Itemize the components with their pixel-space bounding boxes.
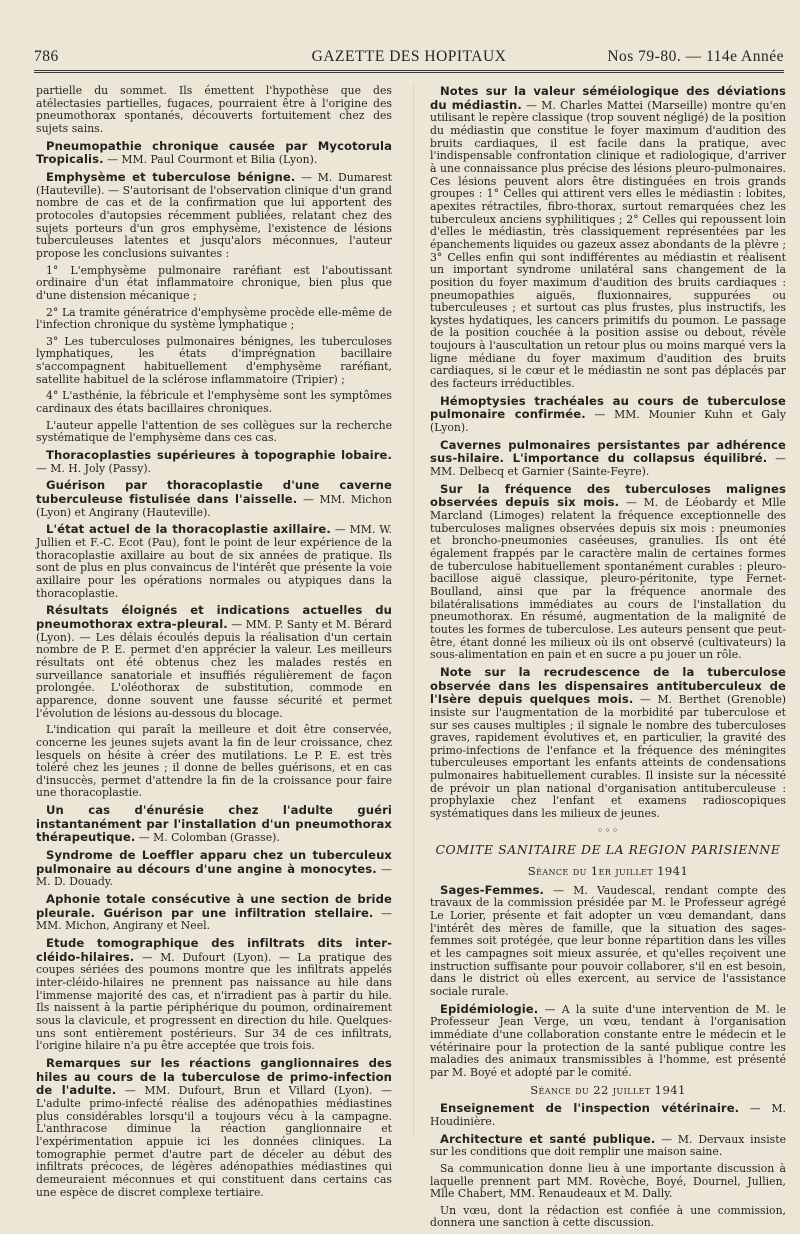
issue-info: Nos 79-80. — 114e Année <box>607 48 784 65</box>
article-body: — M. Vaudescal, rendant compte des travaux de la commission présidée par M. le Professeur agrégé Le Lorier, présente et fait adopter un vœu demandant, dans l'intérêt des mères de famille, que la situation des sages-femmes soit protégée, que leur bonne répartition dans les villes et les campagnes soit mieux assurée, et qu'elles reçoivent une instruction suffisante pour pouvoir collaborer, s'il en est besoin, dans le district où elles exercent, au service de l'assistance sociale rurale. <box>430 883 786 998</box>
article-body: — MM. Delbecq et Garnier (Sainte-Feyre). <box>430 452 786 479</box>
article-entry <box>36 479 392 519</box>
column-gutter <box>413 84 414 1138</box>
article-body: — M. Colomban (Grasse). <box>135 831 280 845</box>
article-entry <box>430 1003 786 1080</box>
article-body: — MM. Mounier Kuhn et Galy (Lyon). <box>430 408 786 435</box>
article-entry <box>36 893 392 933</box>
paragraph: 3° Les tuberculoses pulmonaires bénignes, les tuberculoses lymphatiques, les états d'imprégnation bacillaire s'accompagnent habituellement d'emphysème raréfiant, satellite habituel de la sclérose inflammatoire (Tripier) ; <box>36 334 392 386</box>
article-entry <box>430 1133 786 1159</box>
article-title: Pneumopathie chronique causée par Mycotorula Tropicalis. <box>36 138 392 167</box>
paragraph: 1° L'emphysème pulmonaire raréfiant est l'aboutissant ordinaire d'un état inflammatoire chronique, bien plus que d'une distension mécanique ; <box>36 263 392 302</box>
article-body: — MM. P. Santy et M. Bérard (Lyon). — Les délais écoulés depuis la réalisation d'un certain nombre de P. E. permet d'en apprécier la valeur. Les meilleurs résultats ont été obtenus chez les malades restés en surveillance sanatoriale et insuffiés régulièrement de façon prolongée. L'oléothorax de substitution, commode en apparence, donne souvent une fausse sécurité et permet l'évolution de lésions au-dessous du blocage. <box>36 617 392 720</box>
article-title: Enseignement de l'inspection vétérinaire. <box>440 1101 740 1116</box>
article-body: — MM. W. Jullien et F.-C. Ecot (Pau), font le point de leur expérience de la thoracoplastie axillaire au bout de six années de pratique. Ils sont de plus en plus convaincus de l'intérêt que présente la voie axillaire pour les opérations normales ou atypiques dans la thoracoplastie. <box>36 523 392 600</box>
left-column <box>36 85 392 1203</box>
paragraph: partielle du sommet. Ils émettent l'hypothèse que des atélectasies partielles, fugaces, pourraient être à l'origine des pneumothorax spontanés, découverts fortuitement chez des sujets sains. <box>36 84 392 135</box>
article-title: Architecture et santé publique. <box>440 1131 656 1146</box>
right-column <box>430 85 786 1234</box>
article-entry <box>36 849 392 889</box>
article-title: Epidémiologie. <box>440 1001 539 1016</box>
journal-title: GAZETTE DES HOPITAUX <box>311 48 507 65</box>
article-entry <box>36 171 392 261</box>
article-entry <box>36 604 392 720</box>
page-number: 786 <box>34 48 59 65</box>
article-entry <box>36 937 392 1053</box>
article-body: — M. H. Joly (Passy). <box>36 461 151 475</box>
article-title: Remarques sur les réactions ganglionnaires des hiles au cours de la tuberculose de primo-infection de l'adulte. <box>36 1055 392 1098</box>
paragraph: Un vœu, dont la rédaction est confiée à une commission, donnera une sanction à cette discussion. <box>430 1203 786 1230</box>
article-entry <box>36 804 392 845</box>
article-body: — M. D. Douady. <box>36 862 392 889</box>
article-entry <box>430 85 786 391</box>
section-separator: ◦◦◦ <box>596 823 620 837</box>
article-entry <box>36 523 392 600</box>
article-body: — M. Charles Mattei (Marseille) montre qu'en utilisant le repère classique (trop souvent négligé) de la position du médiastin que constitue le foyer maximum d'audition des bruits cardiaques, il est facile dans la pratique, avec l'indispensable confrontation clinique et radiologique, d'arriver à une connaissance plus précise des lésions pleuro-pulmonaires. Ces lésions peuvent alors être distinguées en trois grands groupes : 1° Celles qui attirent vers elles le médiastin : lobites, apexites rétractiles, fibro-thorax, surtout remarquées chez les tuberculeux anciens syphilitiques ; 2° Celles qui repoussent loin d'elles le médiastin, très classiquement représentées par les épanchements liquides ou gazeux assez abondants de la plèvre ; 3° Celles enfin qui sont indifférentes au médiastin et réalisent un important syndrome unilatéral sans changement de la position du foyer maximum d'audition des bruits cardiaques : pneumopathies aiguës, fluxionnaires, suppurées ou tuberculeuses ; et surtout cas plus frustes, plus instructifs, les kystes hydatiques, les cancers primitifs du poumon. Le passage de la position couchée à la position assise ou debout, révèle toujours à l'auscultation un retour plus ou moins marqué vers la ligne médiane du foyer maximum d'audition des bruits cardiaques, si le cœur et le médiastin ne sont pas déplacés par des facteurs irréductibles. <box>430 98 786 391</box>
article-entry <box>430 439 786 479</box>
article-body: — M. Berthet (Grenoble) insiste sur l'augmentation de la morbidité par tuberculose et sur ses causes multiples ; il signale le nombre des tuberculoses graves, rapidement évolutives et, en particulier, la gravité des primo-infections de l'enfance et la fréquence des méningites tuberculeuses emportant les enfants atteints de condensations pulmonaires habituellement curables. Il insiste sur la nécessité de prévoir un plan national d'organisation antituberculeuse : prophylaxie chez l'enfant et examens radioscopiques systématiques dans les milieux de jeunes. <box>430 693 787 821</box>
session-date: Séance du 1er juillet 1941 <box>527 864 689 879</box>
paragraph: L'indication qui paraît la meilleure et doit être conservée, concerne les jeunes sujets avant la fin de leur croissance, chez lesquels on hésite à créer des mutilations. Le P. E. est très toléré chez les jeunes ; il donne de belles guérisons, et en cas d'insuccès, permet d'attendre la fin de la croissance pour faire une thoracoplastie. <box>36 723 392 800</box>
session-date: Séance du 22 juillet 1941 <box>530 1082 686 1097</box>
article-body: — M. Houdinière. <box>430 1102 786 1128</box>
article-body: — A la suite d'une intervention de M. le Professeur Jean Verge, un vœu, tendant à l'organisation immédiate d'une collaboration constante entre le médecin et le vétérinaire pour la protection de la santé publique contre les maladies des animaux transmissibles à l'homme, est présenté par M. Boyé et adopté par le comité. <box>430 1002 786 1079</box>
article-body: — MM. Michon (Lyon) et Angirany (Hauteville). <box>36 493 392 519</box>
article-title: Hémoptysies trachéales au cours de tuberculose pulmonaire confirmée. <box>430 393 786 422</box>
article-entry <box>430 1102 786 1128</box>
paragraph: L'auteur appelle l'attention de ses collègues sur la recherche systématique de l'emphysème dans ces cas. <box>36 418 392 445</box>
article-body: — M. Dufourt (Lyon). — La pratique des coupes sériées des poumons montre que les infiltrats appelés inter-cléido-hilaires ne prennent pas naissance au hile dans l'immense majorité des cas, et n'irradient pas à partir du hile. Ils naissent à la partie périphérique du poumon, ordinairement sous la clavicule, et progressent en direction du hile. Quelques-uns sont entièrement postérieurs. Sur 34 de ces infiltrats, l'origine hilaire n'a pu être acceptée que trois fois. <box>36 950 392 1053</box>
article-entry <box>36 449 392 475</box>
article-title: Résultats éloignés et indications actuelles du pneumothorax extra-pleural. <box>36 603 392 631</box>
article-title: Aphonie totale consécutive à une section de bride pleurale. Guérison par une infiltration stellaire. <box>36 892 392 920</box>
paragraph: Sa communication donne lieu à une importante discussion à laquelle prennent part MM. Rovèche, Boyé, Dournel, Jullien, Mlle Chabert, MM. Renaudeaux et M. Dally. <box>430 1161 786 1201</box>
article-body: — MM. Paul Courmont et Bilia (Lyon). <box>103 153 318 167</box>
article-title: Emphysème et tuberculose bénigne. <box>46 169 296 184</box>
article-body: — MM. Michon, Angirany et Neel. <box>36 906 392 933</box>
paragraph: 4° L'asthénie, la fébricule et l'emphysème sont les symptômes cardinaux des états bacillaires chroniques. <box>36 389 392 416</box>
article-entry <box>430 395 786 435</box>
article-title: L'état actuel de la thoracoplastie axillaire. <box>46 522 331 537</box>
article-entry <box>36 1057 392 1199</box>
article-body: — M. Dervaux insiste sur les conditions que doit remplir une maison saine. <box>430 1132 786 1159</box>
article-body: — MM. Dufourt, Brun et Villard (Lyon). — L'adulte primo-infecté réalise des adénopathies médiastines plus considérables lorsqu'il a toujours vécu à la campagne. L'anthracose diminue la réaction ganglionnaire et l'expérimentation appuie ici les données cliniques. La tomographie permet d'autre part de déceler au début des infiltrats précoces, de légères adénopathies médiastines qui demeuraient méconnues et qui constituent dans certains cas une espèce de discret complexe tertiaire. <box>36 1084 392 1199</box>
article-title: Guérison par thoracoplastie d'une caverne tuberculeuse fistulisée dans l'aisselle. <box>36 478 392 507</box>
article-title: Etude tomographique des infiltrats dits inter-cléido-hilaires. <box>36 936 392 964</box>
section-heading: COMITE SANITAIRE DE LA REGION PARISIENNE <box>435 842 781 858</box>
article-title: Un cas d'énurésie chez l'adulte guéri instantanément par l'installation d'un pneumothorax thérapeutique. <box>36 803 392 845</box>
paragraph: 2° La tramite génératrice d'emphysème procède elle-même de l'infection chronique du système lymphatique ; <box>36 305 392 332</box>
page-header <box>34 44 784 73</box>
article-title: Sages-Femmes. <box>440 882 544 897</box>
article-title: Note sur la recrudescence de la tuberculose observée dans les dispensaires antituberculeux de l'Isère depuis quelques mois. <box>430 664 786 707</box>
article-entry <box>430 884 786 999</box>
article-body: — M. de Léobardy et Mlle Marcland (Limoges) relatent la fréquence exceptionnelle des tuberculoses malignes observées depuis six mois : pneumonies et broncho-pneumonies caséeuses, granulies. Ils ont été également frappés par le caractère malin de certaines formes de tuberculose habituellement spontanément curables : pleuro-bacillose aiguë classique, pleuro-péritonite, type Fernet-Boulland, ainsi que par la fréquence anormale des bilatéralisations immédiates au cours de l'installation du pneumothorax. En résumé, augmentation de la malignité de toutes les formes de tuberculose. Les auteurs pensent que peut-être, étant donné les milieux où ils ont observé (cultivateurs) la sous-alimentation en pain et en sucre a pu jouer un rôle. <box>430 496 786 662</box>
article-entry <box>430 483 786 662</box>
article-title: Sur la fréquence des tuberculoses malignes observées depuis six mois. <box>430 481 786 510</box>
article-entry <box>36 140 392 167</box>
article-title: Cavernes pulmonaires persistantes par adhérence sus-hilaire. L'importance du collapsus équilibré. <box>430 437 786 466</box>
article-title: Notes sur la valeur séméiologique des déviations du médiastin. <box>430 84 786 112</box>
article-title: Thoracoplasties supérieures à topographie lobaire. <box>46 448 392 463</box>
article-body: — M. Dumarest (Hauteville). — S'autorisant de l'observation clinique d'un grand nombre de cas et de la confirmation que lui apportent des protocoles d'autopsies récemment publiées, relatant chez des sujets porteurs d'un gros emphysème, l'existence de lésions tuberculeuses latentes et jusqu'alors méconnues, l'auteur propose les conclusions suivantes : <box>36 170 392 260</box>
article-entry <box>430 666 786 821</box>
article-title: Syndrome de Loeffler apparu chez un tuberculeux pulmonaire au décours d'une angine à monocytes. <box>36 848 392 876</box>
